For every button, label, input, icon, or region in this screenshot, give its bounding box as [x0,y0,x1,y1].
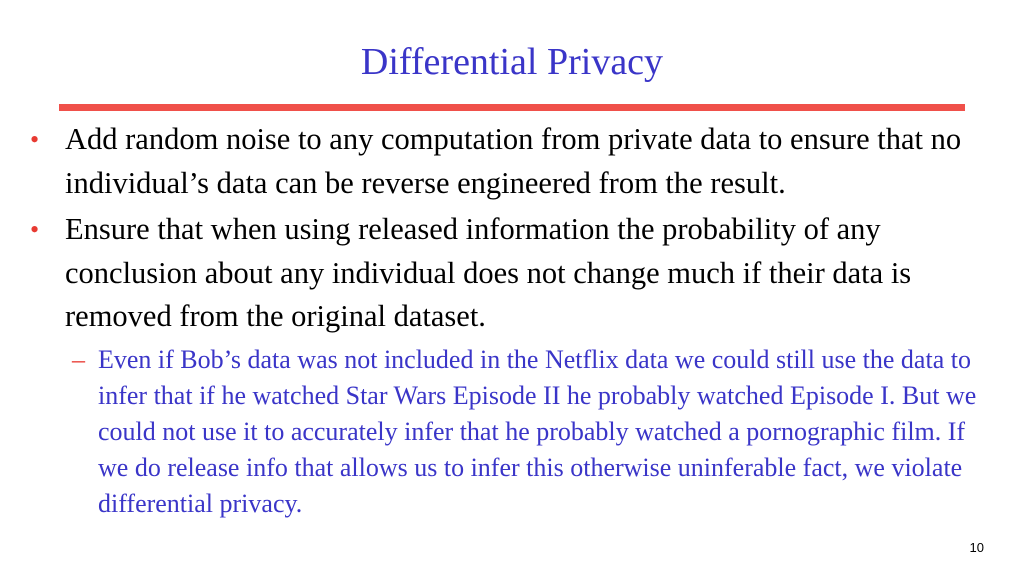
bullet-text: Ensure that when using released information the probability of any conclusion about any individual does not change much if their data is removed from the original dataset. [65,212,912,333]
bullet-text: Add random noise to any computation from private data to ensure that no individual’s data can be reverse engineered from the result. [65,122,962,200]
bullet-marker: • [30,215,40,244]
sub-bullet-item [0,342,1024,522]
bullet-list [0,118,1024,522]
sub-bullet-text: Even if Bob’s data was not included in the Netflix data we could still use the data to infer that if he watched Star Wars Episode II he probably watched Episode I. But we could not use it to accurately infer that he probably watched a pornographic film. If we do release info that allows us to infer this otherwise uninferable fact, we violate differential privacy. [98,344,977,518]
bullet-item [0,118,1024,205]
title-divider [59,104,965,111]
sub-bullet-marker: – [72,344,85,374]
bullet-marker: • [30,125,40,154]
slide-title: Differential Privacy [360,41,664,83]
page-number: 10 [969,540,984,555]
bullet-item [0,208,1024,339]
